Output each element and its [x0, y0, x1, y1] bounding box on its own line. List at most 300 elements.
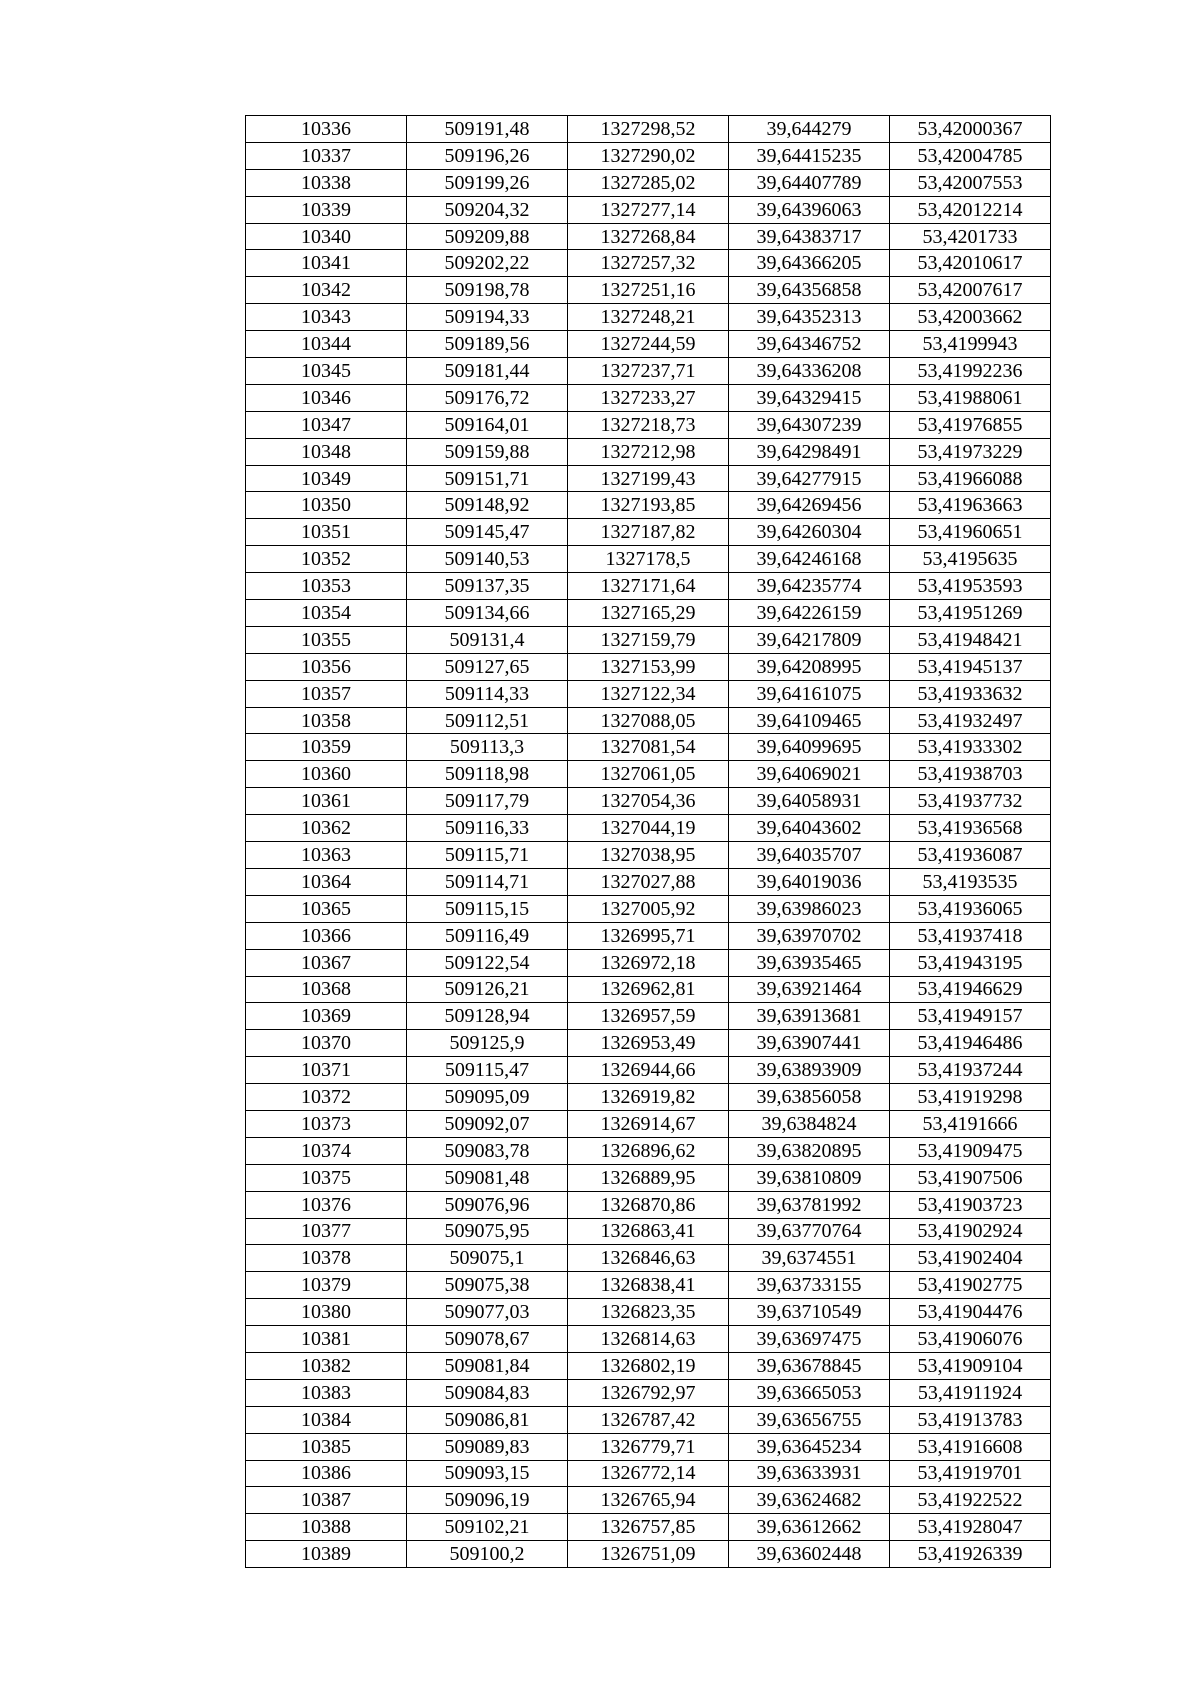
- point-number-cell: 10377: [246, 1218, 407, 1245]
- table-row: [246, 680, 1051, 707]
- point-number-cell: 10367: [246, 949, 407, 976]
- table-row: [246, 492, 1051, 519]
- longitude-cell: 39,64298491: [729, 438, 890, 465]
- longitude-cell: 39,64366205: [729, 250, 890, 277]
- table-row: [246, 1326, 1051, 1353]
- x-coordinate-cell: 509204,32: [407, 196, 568, 223]
- point-number-cell: 10359: [246, 734, 407, 761]
- x-coordinate-cell: 509209,88: [407, 223, 568, 250]
- y-coordinate-cell: 1327290,02: [568, 142, 729, 169]
- x-coordinate-cell: 509078,67: [407, 1326, 568, 1353]
- latitude-cell: 53,42000367: [890, 116, 1051, 143]
- longitude-cell: 39,64019036: [729, 868, 890, 895]
- table-row: [246, 949, 1051, 976]
- point-number-cell: 10388: [246, 1514, 407, 1541]
- table-row: [246, 358, 1051, 385]
- y-coordinate-cell: 1326953,49: [568, 1030, 729, 1057]
- table-row: [246, 1406, 1051, 1433]
- table-row: [246, 1541, 1051, 1568]
- point-number-cell: 10387: [246, 1487, 407, 1514]
- y-coordinate-cell: 1326962,81: [568, 976, 729, 1003]
- table-row: [246, 868, 1051, 895]
- y-coordinate-cell: 1326765,94: [568, 1487, 729, 1514]
- longitude-cell: 39,64307239: [729, 411, 890, 438]
- table-row: [246, 842, 1051, 869]
- point-number-cell: 10374: [246, 1137, 407, 1164]
- table-row: [246, 922, 1051, 949]
- table-row: [246, 142, 1051, 169]
- x-coordinate-cell: 509131,4: [407, 626, 568, 653]
- latitude-cell: 53,41937244: [890, 1057, 1051, 1084]
- point-number-cell: 10345: [246, 358, 407, 385]
- y-coordinate-cell: 1327171,64: [568, 573, 729, 600]
- latitude-cell: 53,41902775: [890, 1272, 1051, 1299]
- y-coordinate-cell: 1326919,82: [568, 1084, 729, 1111]
- y-coordinate-cell: 1327165,29: [568, 600, 729, 627]
- point-number-cell: 10352: [246, 546, 407, 573]
- latitude-cell: 53,41946486: [890, 1030, 1051, 1057]
- point-number-cell: 10369: [246, 1003, 407, 1030]
- latitude-cell: 53,42003662: [890, 304, 1051, 331]
- latitude-cell: 53,41928047: [890, 1514, 1051, 1541]
- y-coordinate-cell: 1326802,19: [568, 1352, 729, 1379]
- latitude-cell: 53,41911924: [890, 1379, 1051, 1406]
- longitude-cell: 39,64235774: [729, 573, 890, 600]
- latitude-cell: 53,41916608: [890, 1433, 1051, 1460]
- longitude-cell: 39,64109465: [729, 707, 890, 734]
- longitude-cell: 39,63820895: [729, 1137, 890, 1164]
- x-coordinate-cell: 509189,56: [407, 331, 568, 358]
- x-coordinate-cell: 509081,84: [407, 1352, 568, 1379]
- latitude-cell: 53,41909475: [890, 1137, 1051, 1164]
- table-row: [246, 223, 1051, 250]
- table-row: [246, 653, 1051, 680]
- y-coordinate-cell: 1327061,05: [568, 761, 729, 788]
- y-coordinate-cell: 1326751,09: [568, 1541, 729, 1568]
- point-number-cell: 10349: [246, 465, 407, 492]
- latitude-cell: 53,41948421: [890, 626, 1051, 653]
- y-coordinate-cell: 1327054,36: [568, 788, 729, 815]
- point-number-cell: 10380: [246, 1299, 407, 1326]
- longitude-cell: 39,63810809: [729, 1164, 890, 1191]
- table-row: [246, 1245, 1051, 1272]
- x-coordinate-cell: 509086,81: [407, 1406, 568, 1433]
- longitude-cell: 39,64396063: [729, 196, 890, 223]
- y-coordinate-cell: 1326846,63: [568, 1245, 729, 1272]
- latitude-cell: 53,41976855: [890, 411, 1051, 438]
- point-number-cell: 10338: [246, 169, 407, 196]
- latitude-cell: 53,4201733: [890, 223, 1051, 250]
- point-number-cell: 10372: [246, 1084, 407, 1111]
- latitude-cell: 53,41937732: [890, 788, 1051, 815]
- longitude-cell: 39,63602448: [729, 1541, 890, 1568]
- point-number-cell: 10389: [246, 1541, 407, 1568]
- latitude-cell: 53,41973229: [890, 438, 1051, 465]
- x-coordinate-cell: 509140,53: [407, 546, 568, 573]
- table-row: [246, 600, 1051, 627]
- point-number-cell: 10366: [246, 922, 407, 949]
- latitude-cell: 53,41949157: [890, 1003, 1051, 1030]
- longitude-cell: 39,644279: [729, 116, 890, 143]
- table-row: [246, 788, 1051, 815]
- point-number-cell: 10358: [246, 707, 407, 734]
- point-number-cell: 10341: [246, 250, 407, 277]
- latitude-cell: 53,41963663: [890, 492, 1051, 519]
- point-number-cell: 10368: [246, 976, 407, 1003]
- longitude-cell: 39,6374551: [729, 1245, 890, 1272]
- longitude-cell: 39,64069021: [729, 761, 890, 788]
- y-coordinate-cell: 1326838,41: [568, 1272, 729, 1299]
- longitude-cell: 39,6384824: [729, 1110, 890, 1137]
- point-number-cell: 10381: [246, 1326, 407, 1353]
- longitude-cell: 39,63645234: [729, 1433, 890, 1460]
- x-coordinate-cell: 509159,88: [407, 438, 568, 465]
- y-coordinate-cell: 1326896,62: [568, 1137, 729, 1164]
- y-coordinate-cell: 1327268,84: [568, 223, 729, 250]
- x-coordinate-cell: 509196,26: [407, 142, 568, 169]
- point-number-cell: 10376: [246, 1191, 407, 1218]
- y-coordinate-cell: 1327218,73: [568, 411, 729, 438]
- y-coordinate-cell: 1327088,05: [568, 707, 729, 734]
- latitude-cell: 53,41907506: [890, 1164, 1051, 1191]
- x-coordinate-cell: 509081,48: [407, 1164, 568, 1191]
- longitude-cell: 39,63678845: [729, 1352, 890, 1379]
- table-row: [246, 411, 1051, 438]
- table-row: [246, 519, 1051, 546]
- x-coordinate-cell: 509116,49: [407, 922, 568, 949]
- point-number-cell: 10355: [246, 626, 407, 653]
- y-coordinate-cell: 1326787,42: [568, 1406, 729, 1433]
- coordinates-table-body: [246, 116, 1051, 1568]
- latitude-cell: 53,41988061: [890, 384, 1051, 411]
- x-coordinate-cell: 509100,2: [407, 1541, 568, 1568]
- latitude-cell: 53,4191666: [890, 1110, 1051, 1137]
- x-coordinate-cell: 509114,71: [407, 868, 568, 895]
- y-coordinate-cell: 1326972,18: [568, 949, 729, 976]
- latitude-cell: 53,42007617: [890, 277, 1051, 304]
- point-number-cell: 10344: [246, 331, 407, 358]
- point-number-cell: 10351: [246, 519, 407, 546]
- y-coordinate-cell: 1326792,97: [568, 1379, 729, 1406]
- latitude-cell: 53,41938703: [890, 761, 1051, 788]
- table-row: [246, 626, 1051, 653]
- y-coordinate-cell: 1326995,71: [568, 922, 729, 949]
- y-coordinate-cell: 1327298,52: [568, 116, 729, 143]
- point-number-cell: 10378: [246, 1245, 407, 1272]
- longitude-cell: 39,64383717: [729, 223, 890, 250]
- x-coordinate-cell: 509194,33: [407, 304, 568, 331]
- x-coordinate-cell: 509145,47: [407, 519, 568, 546]
- x-coordinate-cell: 509134,66: [407, 600, 568, 627]
- y-coordinate-cell: 1327251,16: [568, 277, 729, 304]
- latitude-cell: 53,41960651: [890, 519, 1051, 546]
- x-coordinate-cell: 509114,33: [407, 680, 568, 707]
- table-row: [246, 331, 1051, 358]
- latitude-cell: 53,42004785: [890, 142, 1051, 169]
- x-coordinate-cell: 509128,94: [407, 1003, 568, 1030]
- y-coordinate-cell: 1327187,82: [568, 519, 729, 546]
- x-coordinate-cell: 509126,21: [407, 976, 568, 1003]
- coordinates-table: [245, 115, 1051, 1568]
- x-coordinate-cell: 509199,26: [407, 169, 568, 196]
- x-coordinate-cell: 509198,78: [407, 277, 568, 304]
- point-number-cell: 10386: [246, 1460, 407, 1487]
- point-number-cell: 10360: [246, 761, 407, 788]
- longitude-cell: 39,64217809: [729, 626, 890, 653]
- table-row: [246, 1164, 1051, 1191]
- y-coordinate-cell: 1326757,85: [568, 1514, 729, 1541]
- longitude-cell: 39,63624682: [729, 1487, 890, 1514]
- table-row: [246, 1003, 1051, 1030]
- point-number-cell: 10343: [246, 304, 407, 331]
- latitude-cell: 53,4199943: [890, 331, 1051, 358]
- y-coordinate-cell: 1326870,86: [568, 1191, 729, 1218]
- y-coordinate-cell: 1326944,66: [568, 1057, 729, 1084]
- longitude-cell: 39,64043602: [729, 815, 890, 842]
- table-row: [246, 196, 1051, 223]
- y-coordinate-cell: 1327027,88: [568, 868, 729, 895]
- x-coordinate-cell: 509113,3: [407, 734, 568, 761]
- y-coordinate-cell: 1327159,79: [568, 626, 729, 653]
- x-coordinate-cell: 509096,19: [407, 1487, 568, 1514]
- y-coordinate-cell: 1327285,02: [568, 169, 729, 196]
- y-coordinate-cell: 1327153,99: [568, 653, 729, 680]
- longitude-cell: 39,64226159: [729, 600, 890, 627]
- table-row: [246, 707, 1051, 734]
- x-coordinate-cell: 509181,44: [407, 358, 568, 385]
- latitude-cell: 53,41936568: [890, 815, 1051, 842]
- point-number-cell: 10375: [246, 1164, 407, 1191]
- point-number-cell: 10371: [246, 1057, 407, 1084]
- table-row: [246, 1379, 1051, 1406]
- longitude-cell: 39,64329415: [729, 384, 890, 411]
- longitude-cell: 39,63893909: [729, 1057, 890, 1084]
- longitude-cell: 39,64246168: [729, 546, 890, 573]
- x-coordinate-cell: 509092,07: [407, 1110, 568, 1137]
- latitude-cell: 53,4193535: [890, 868, 1051, 895]
- table-row: [246, 1030, 1051, 1057]
- y-coordinate-cell: 1326823,35: [568, 1299, 729, 1326]
- longitude-cell: 39,64352313: [729, 304, 890, 331]
- x-coordinate-cell: 509118,98: [407, 761, 568, 788]
- latitude-cell: 53,42010617: [890, 250, 1051, 277]
- x-coordinate-cell: 509115,47: [407, 1057, 568, 1084]
- x-coordinate-cell: 509075,38: [407, 1272, 568, 1299]
- latitude-cell: 53,41919298: [890, 1084, 1051, 1111]
- latitude-cell: 53,41926339: [890, 1541, 1051, 1568]
- longitude-cell: 39,64058931: [729, 788, 890, 815]
- point-number-cell: 10353: [246, 573, 407, 600]
- latitude-cell: 53,41936065: [890, 895, 1051, 922]
- table-row: [246, 1191, 1051, 1218]
- x-coordinate-cell: 509112,51: [407, 707, 568, 734]
- longitude-cell: 39,63770764: [729, 1218, 890, 1245]
- longitude-cell: 39,63913681: [729, 1003, 890, 1030]
- y-coordinate-cell: 1327248,21: [568, 304, 729, 331]
- table-row: [246, 761, 1051, 788]
- x-coordinate-cell: 509077,03: [407, 1299, 568, 1326]
- x-coordinate-cell: 509148,92: [407, 492, 568, 519]
- longitude-cell: 39,64099695: [729, 734, 890, 761]
- point-number-cell: 10347: [246, 411, 407, 438]
- latitude-cell: 53,41945137: [890, 653, 1051, 680]
- table-row: [246, 438, 1051, 465]
- longitude-cell: 39,63907441: [729, 1030, 890, 1057]
- point-number-cell: 10373: [246, 1110, 407, 1137]
- latitude-cell: 53,41903723: [890, 1191, 1051, 1218]
- point-number-cell: 10384: [246, 1406, 407, 1433]
- latitude-cell: 53,41937418: [890, 922, 1051, 949]
- x-coordinate-cell: 509117,79: [407, 788, 568, 815]
- point-number-cell: 10340: [246, 223, 407, 250]
- x-coordinate-cell: 509115,71: [407, 842, 568, 869]
- latitude-cell: 53,41933302: [890, 734, 1051, 761]
- table-row: [246, 384, 1051, 411]
- latitude-cell: 53,42012214: [890, 196, 1051, 223]
- latitude-cell: 53,41943195: [890, 949, 1051, 976]
- point-number-cell: 10370: [246, 1030, 407, 1057]
- latitude-cell: 53,41951269: [890, 600, 1051, 627]
- point-number-cell: 10350: [246, 492, 407, 519]
- x-coordinate-cell: 509075,95: [407, 1218, 568, 1245]
- point-number-cell: 10382: [246, 1352, 407, 1379]
- longitude-cell: 39,64356858: [729, 277, 890, 304]
- table-row: [246, 546, 1051, 573]
- y-coordinate-cell: 1327257,32: [568, 250, 729, 277]
- longitude-cell: 39,63733155: [729, 1272, 890, 1299]
- latitude-cell: 53,41909104: [890, 1352, 1051, 1379]
- y-coordinate-cell: 1327122,34: [568, 680, 729, 707]
- x-coordinate-cell: 509176,72: [407, 384, 568, 411]
- table-row: [246, 573, 1051, 600]
- x-coordinate-cell: 509076,96: [407, 1191, 568, 1218]
- longitude-cell: 39,64269456: [729, 492, 890, 519]
- point-number-cell: 10342: [246, 277, 407, 304]
- x-coordinate-cell: 509116,33: [407, 815, 568, 842]
- x-coordinate-cell: 509089,83: [407, 1433, 568, 1460]
- latitude-cell: 53,41902924: [890, 1218, 1051, 1245]
- table-row: [246, 1514, 1051, 1541]
- point-number-cell: 10364: [246, 868, 407, 895]
- x-coordinate-cell: 509122,54: [407, 949, 568, 976]
- longitude-cell: 39,63986023: [729, 895, 890, 922]
- latitude-cell: 53,41933632: [890, 680, 1051, 707]
- x-coordinate-cell: 509093,15: [407, 1460, 568, 1487]
- x-coordinate-cell: 509127,65: [407, 653, 568, 680]
- table-row: [246, 1137, 1051, 1164]
- table-row: [246, 1433, 1051, 1460]
- table-row: [246, 1272, 1051, 1299]
- table-row: [246, 1110, 1051, 1137]
- latitude-cell: 53,41913783: [890, 1406, 1051, 1433]
- point-number-cell: 10379: [246, 1272, 407, 1299]
- point-number-cell: 10365: [246, 895, 407, 922]
- table-row: [246, 1299, 1051, 1326]
- point-number-cell: 10336: [246, 116, 407, 143]
- point-number-cell: 10362: [246, 815, 407, 842]
- y-coordinate-cell: 1327005,92: [568, 895, 729, 922]
- x-coordinate-cell: 509151,71: [407, 465, 568, 492]
- point-number-cell: 10357: [246, 680, 407, 707]
- y-coordinate-cell: 1326957,59: [568, 1003, 729, 1030]
- latitude-cell: 53,41902404: [890, 1245, 1051, 1272]
- longitude-cell: 39,64407789: [729, 169, 890, 196]
- point-number-cell: 10385: [246, 1433, 407, 1460]
- table-row: [246, 1352, 1051, 1379]
- table-row: [246, 250, 1051, 277]
- point-number-cell: 10383: [246, 1379, 407, 1406]
- x-coordinate-cell: 509202,22: [407, 250, 568, 277]
- x-coordinate-cell: 509137,35: [407, 573, 568, 600]
- latitude-cell: 53,41946629: [890, 976, 1051, 1003]
- y-coordinate-cell: 1327244,59: [568, 331, 729, 358]
- point-number-cell: 10363: [246, 842, 407, 869]
- latitude-cell: 53,41919701: [890, 1460, 1051, 1487]
- longitude-cell: 39,63781992: [729, 1191, 890, 1218]
- point-number-cell: 10354: [246, 600, 407, 627]
- longitude-cell: 39,63665053: [729, 1379, 890, 1406]
- longitude-cell: 39,63856058: [729, 1084, 890, 1111]
- y-coordinate-cell: 1327212,98: [568, 438, 729, 465]
- latitude-cell: 53,41922522: [890, 1487, 1051, 1514]
- x-coordinate-cell: 509095,09: [407, 1084, 568, 1111]
- longitude-cell: 39,63697475: [729, 1326, 890, 1353]
- x-coordinate-cell: 509115,15: [407, 895, 568, 922]
- x-coordinate-cell: 509083,78: [407, 1137, 568, 1164]
- latitude-cell: 53,41966088: [890, 465, 1051, 492]
- y-coordinate-cell: 1326863,41: [568, 1218, 729, 1245]
- x-coordinate-cell: 509102,21: [407, 1514, 568, 1541]
- x-coordinate-cell: 509191,48: [407, 116, 568, 143]
- y-coordinate-cell: 1327199,43: [568, 465, 729, 492]
- table-row: [246, 815, 1051, 842]
- table-row: [246, 895, 1051, 922]
- latitude-cell: 53,4195635: [890, 546, 1051, 573]
- point-number-cell: 10348: [246, 438, 407, 465]
- table-row: [246, 1460, 1051, 1487]
- latitude-cell: 53,41992236: [890, 358, 1051, 385]
- longitude-cell: 39,64277915: [729, 465, 890, 492]
- table-row: [246, 1218, 1051, 1245]
- table-row: [246, 1487, 1051, 1514]
- latitude-cell: 53,41936087: [890, 842, 1051, 869]
- y-coordinate-cell: 1327193,85: [568, 492, 729, 519]
- latitude-cell: 53,41932497: [890, 707, 1051, 734]
- table-row: [246, 976, 1051, 1003]
- table-row: [246, 116, 1051, 143]
- latitude-cell: 53,41953593: [890, 573, 1051, 600]
- table-row: [246, 169, 1051, 196]
- x-coordinate-cell: 509084,83: [407, 1379, 568, 1406]
- point-number-cell: 10361: [246, 788, 407, 815]
- y-coordinate-cell: 1327044,19: [568, 815, 729, 842]
- table-row: [246, 465, 1051, 492]
- longitude-cell: 39,63612662: [729, 1514, 890, 1541]
- longitude-cell: 39,64346752: [729, 331, 890, 358]
- longitude-cell: 39,64336208: [729, 358, 890, 385]
- point-number-cell: 10346: [246, 384, 407, 411]
- table-row: [246, 1084, 1051, 1111]
- point-number-cell: 10337: [246, 142, 407, 169]
- longitude-cell: 39,64208995: [729, 653, 890, 680]
- table-row: [246, 734, 1051, 761]
- longitude-cell: 39,63633931: [729, 1460, 890, 1487]
- x-coordinate-cell: 509164,01: [407, 411, 568, 438]
- y-coordinate-cell: 1326889,95: [568, 1164, 729, 1191]
- longitude-cell: 39,63710549: [729, 1299, 890, 1326]
- longitude-cell: 39,64035707: [729, 842, 890, 869]
- latitude-cell: 53,42007553: [890, 169, 1051, 196]
